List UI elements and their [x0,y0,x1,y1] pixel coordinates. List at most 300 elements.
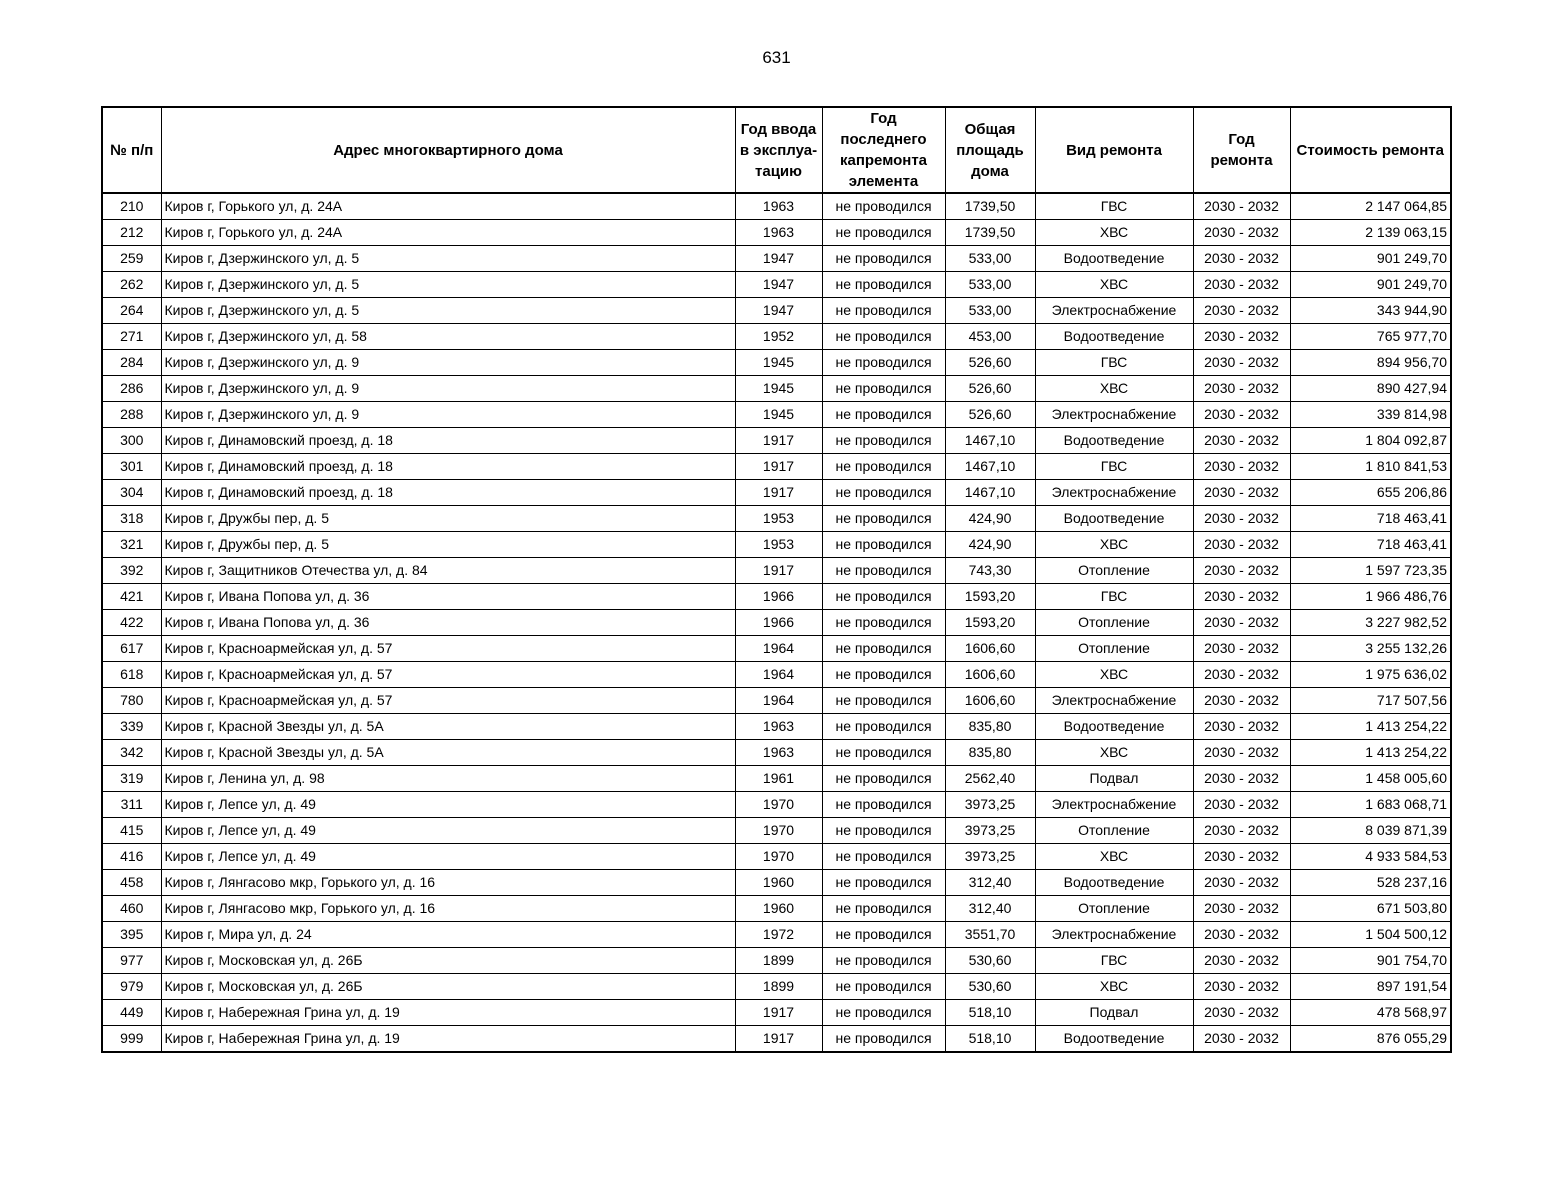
cell-repair-type: Водоотведение [1035,870,1193,896]
cell-last-repair: не проводился [822,220,945,246]
cell-num: 288 [102,402,161,428]
cell-cost: 718 463,41 [1290,532,1451,558]
cell-area: 453,00 [945,324,1035,350]
cell-commission-year: 1970 [735,844,822,870]
cell-repair-period: 2030 - 2032 [1193,402,1290,428]
cell-cost: 901 249,70 [1290,272,1451,298]
cell-cost: 8 039 871,39 [1290,818,1451,844]
cell-commission-year: 1960 [735,896,822,922]
cell-address: Киров г, Красноармейская ул, д. 57 [161,636,735,662]
cell-commission-year: 1970 [735,818,822,844]
cell-num: 300 [102,428,161,454]
table-row [102,688,1451,714]
cell-cost: 1 804 092,87 [1290,428,1451,454]
table-row [102,350,1451,376]
cell-cost: 478 568,97 [1290,1000,1451,1026]
table-row [102,740,1451,766]
cell-num: 304 [102,480,161,506]
cell-area: 526,60 [945,402,1035,428]
cell-last-repair: не проводился [822,454,945,480]
cell-repair-type: ГВС [1035,350,1193,376]
cell-area: 424,90 [945,532,1035,558]
cell-repair-period: 2030 - 2032 [1193,193,1290,220]
cell-cost: 1 597 723,35 [1290,558,1451,584]
cell-repair-type: Отопление [1035,818,1193,844]
cell-num: 262 [102,272,161,298]
cell-commission-year: 1945 [735,402,822,428]
cell-num: 395 [102,922,161,948]
cell-repair-type: Водоотведение [1035,714,1193,740]
cell-last-repair: не проводился [822,844,945,870]
cell-repair-type: ХВС [1035,974,1193,1000]
cell-num: 415 [102,818,161,844]
cell-repair-period: 2030 - 2032 [1193,506,1290,532]
cell-commission-year: 1961 [735,766,822,792]
cell-repair-type: ХВС [1035,220,1193,246]
cell-repair-period: 2030 - 2032 [1193,480,1290,506]
cell-area: 518,10 [945,1026,1035,1053]
cell-repair-type: Электроснабжение [1035,298,1193,324]
cell-last-repair: не проводился [822,896,945,922]
cell-repair-period: 2030 - 2032 [1193,1026,1290,1053]
cell-num: 416 [102,844,161,870]
cell-num: 460 [102,896,161,922]
cell-address: Киров г, Мира ул, д. 24 [161,922,735,948]
cell-address: Киров г, Лянгасово мкр, Горького ул, д. 16 [161,896,735,922]
cell-address: Киров г, Красноармейская ул, д. 57 [161,662,735,688]
cell-cost: 901 249,70 [1290,246,1451,272]
cell-commission-year: 1945 [735,350,822,376]
cell-repair-period: 2030 - 2032 [1193,324,1290,350]
cell-repair-period: 2030 - 2032 [1193,792,1290,818]
cell-repair-period: 2030 - 2032 [1193,376,1290,402]
cell-num: 286 [102,376,161,402]
cell-repair-period: 2030 - 2032 [1193,948,1290,974]
cell-last-repair: не проводился [822,792,945,818]
cell-num: 318 [102,506,161,532]
cell-repair-period: 2030 - 2032 [1193,1000,1290,1026]
cell-repair-type: ХВС [1035,662,1193,688]
cell-num: 458 [102,870,161,896]
cell-repair-type: Подвал [1035,766,1193,792]
cell-area: 1467,10 [945,428,1035,454]
cell-cost: 343 944,90 [1290,298,1451,324]
cell-last-repair: не проводился [822,584,945,610]
cell-repair-period: 2030 - 2032 [1193,272,1290,298]
cell-repair-period: 2030 - 2032 [1193,532,1290,558]
cell-commission-year: 1966 [735,584,822,610]
cell-repair-period: 2030 - 2032 [1193,818,1290,844]
table-row [102,506,1451,532]
cell-area: 1593,20 [945,584,1035,610]
cell-commission-year: 1963 [735,714,822,740]
cell-repair-period: 2030 - 2032 [1193,870,1290,896]
cell-address: Киров г, Защитников Отечества ул, д. 84 [161,558,735,584]
table-row [102,948,1451,974]
cell-address: Киров г, Дружбы пер, д. 5 [161,506,735,532]
cell-commission-year: 1963 [735,193,822,220]
cell-last-repair: не проводился [822,740,945,766]
cell-address: Киров г, Дзержинского ул, д. 5 [161,272,735,298]
table-row [102,1026,1451,1053]
cell-commission-year: 1963 [735,220,822,246]
cell-area: 2562,40 [945,766,1035,792]
cell-address: Киров г, Лепсе ул, д. 49 [161,818,735,844]
cell-area: 3973,25 [945,818,1035,844]
cell-num: 319 [102,766,161,792]
cell-address: Киров г, Ленина ул, д. 98 [161,766,735,792]
cell-area: 743,30 [945,558,1035,584]
cell-repair-type: Водоотведение [1035,428,1193,454]
cell-commission-year: 1964 [735,636,822,662]
cell-cost: 3 227 982,52 [1290,610,1451,636]
cell-area: 1467,10 [945,480,1035,506]
cell-commission-year: 1970 [735,792,822,818]
cell-commission-year: 1917 [735,558,822,584]
table-row [102,662,1451,688]
cell-area: 1606,60 [945,688,1035,714]
cell-repair-type: Электроснабжение [1035,688,1193,714]
cell-repair-period: 2030 - 2032 [1193,740,1290,766]
table-row [102,324,1451,350]
cell-num: 339 [102,714,161,740]
cell-cost: 1 975 636,02 [1290,662,1451,688]
cell-last-repair: не проводился [822,246,945,272]
table-row [102,896,1451,922]
cell-commission-year: 1947 [735,298,822,324]
cell-address: Киров г, Горького ул, д. 24А [161,220,735,246]
cell-last-repair: не проводился [822,1000,945,1026]
table-row [102,376,1451,402]
cell-cost: 897 191,54 [1290,974,1451,1000]
cell-address: Киров г, Дзержинского ул, д. 9 [161,402,735,428]
cell-commission-year: 1917 [735,480,822,506]
cell-repair-type: Водоотведение [1035,1026,1193,1053]
cell-num: 264 [102,298,161,324]
cell-address: Киров г, Лепсе ул, д. 49 [161,792,735,818]
cell-address: Киров г, Московская ул, д. 26Б [161,948,735,974]
table-row [102,766,1451,792]
cell-area: 518,10 [945,1000,1035,1026]
cell-cost: 3 255 132,26 [1290,636,1451,662]
table-row [102,480,1451,506]
cell-cost: 1 810 841,53 [1290,454,1451,480]
cell-commission-year: 1964 [735,662,822,688]
table-row [102,584,1451,610]
cell-last-repair: не проводился [822,350,945,376]
cell-area: 1739,50 [945,220,1035,246]
cell-address: Киров г, Дзержинского ул, д. 58 [161,324,735,350]
cell-last-repair: не проводился [822,714,945,740]
cell-last-repair: не проводился [822,324,945,350]
cell-address: Киров г, Дзержинского ул, д. 9 [161,376,735,402]
cell-last-repair: не проводился [822,298,945,324]
table-row [102,818,1451,844]
table-row [102,870,1451,896]
cell-commission-year: 1953 [735,532,822,558]
table-row [102,792,1451,818]
cell-commission-year: 1899 [735,948,822,974]
table-row [102,428,1451,454]
table-row [102,844,1451,870]
header-num: № п/п [102,107,161,193]
table-row [102,714,1451,740]
table-row [102,193,1451,220]
cell-num: 311 [102,792,161,818]
cell-area: 312,40 [945,870,1035,896]
cell-last-repair: не проводился [822,818,945,844]
header-cost: Стоимость ремонта [1290,107,1451,193]
cell-cost: 2 147 064,85 [1290,193,1451,220]
cell-repair-period: 2030 - 2032 [1193,662,1290,688]
cell-num: 392 [102,558,161,584]
cell-address: Киров г, Ивана Попова ул, д. 36 [161,610,735,636]
cell-repair-type: Водоотведение [1035,324,1193,350]
cell-cost: 339 814,98 [1290,402,1451,428]
cell-num: 979 [102,974,161,1000]
cell-repair-period: 2030 - 2032 [1193,584,1290,610]
table-row [102,402,1451,428]
cell-repair-type: Электроснабжение [1035,402,1193,428]
table-row [102,220,1451,246]
table-row [102,558,1451,584]
cell-num: 422 [102,610,161,636]
cell-last-repair: не проводился [822,558,945,584]
cell-area: 1467,10 [945,454,1035,480]
cell-repair-period: 2030 - 2032 [1193,454,1290,480]
cell-address: Киров г, Дзержинского ул, д. 9 [161,350,735,376]
cell-repair-period: 2030 - 2032 [1193,350,1290,376]
cell-cost: 1 458 005,60 [1290,766,1451,792]
cell-area: 1606,60 [945,662,1035,688]
table-row [102,272,1451,298]
cell-cost: 765 977,70 [1290,324,1451,350]
cell-num: 618 [102,662,161,688]
cell-cost: 1 413 254,22 [1290,714,1451,740]
table-row [102,922,1451,948]
cell-repair-type: ХВС [1035,272,1193,298]
cell-commission-year: 1952 [735,324,822,350]
cell-repair-type: Водоотведение [1035,246,1193,272]
cell-repair-period: 2030 - 2032 [1193,896,1290,922]
cell-num: 617 [102,636,161,662]
table-row [102,532,1451,558]
page-number: 631 [762,48,791,67]
cell-last-repair: не проводился [822,428,945,454]
cell-last-repair: не проводился [822,1026,945,1053]
cell-num: 259 [102,246,161,272]
cell-commission-year: 1917 [735,454,822,480]
cell-commission-year: 1963 [735,740,822,766]
cell-cost: 1 683 068,71 [1290,792,1451,818]
cell-cost: 717 507,56 [1290,688,1451,714]
cell-num: 342 [102,740,161,766]
cell-repair-type: ХВС [1035,532,1193,558]
table-row [102,246,1451,272]
cell-num: 999 [102,1026,161,1053]
cell-commission-year: 1899 [735,974,822,1000]
cell-address: Киров г, Лепсе ул, д. 49 [161,844,735,870]
cell-repair-type: Подвал [1035,1000,1193,1026]
cell-area: 3973,25 [945,844,1035,870]
cell-num: 301 [102,454,161,480]
cell-cost: 894 956,70 [1290,350,1451,376]
cell-num: 449 [102,1000,161,1026]
cell-commission-year: 1960 [735,870,822,896]
cell-last-repair: не проводился [822,610,945,636]
cell-commission-year: 1917 [735,1026,822,1053]
cell-repair-period: 2030 - 2032 [1193,298,1290,324]
cell-repair-type: ГВС [1035,454,1193,480]
cell-repair-period: 2030 - 2032 [1193,844,1290,870]
cell-num: 284 [102,350,161,376]
cell-address: Киров г, Динамовский проезд, д. 18 [161,480,735,506]
cell-last-repair: не проводился [822,922,945,948]
cell-commission-year: 1945 [735,376,822,402]
cell-cost: 1 966 486,76 [1290,584,1451,610]
cell-repair-type: Отопление [1035,636,1193,662]
cell-area: 533,00 [945,246,1035,272]
header-address: Адрес многоквартирного дома [161,107,735,193]
cell-repair-period: 2030 - 2032 [1193,922,1290,948]
cell-area: 1593,20 [945,610,1035,636]
cell-last-repair: не проводился [822,532,945,558]
cell-repair-type: ГВС [1035,584,1193,610]
cell-commission-year: 1917 [735,428,822,454]
cell-repair-period: 2030 - 2032 [1193,610,1290,636]
cell-repair-period: 2030 - 2032 [1193,246,1290,272]
cell-repair-period: 2030 - 2032 [1193,688,1290,714]
header-area: Общая площадь дома [945,107,1035,193]
table-row [102,298,1451,324]
cell-repair-period: 2030 - 2032 [1193,766,1290,792]
cell-address: Киров г, Динамовский проезд, д. 18 [161,428,735,454]
cell-repair-period: 2030 - 2032 [1193,974,1290,1000]
cell-last-repair: не проводился [822,662,945,688]
cell-cost: 718 463,41 [1290,506,1451,532]
cell-repair-type: ГВС [1035,948,1193,974]
cell-repair-type: ХВС [1035,740,1193,766]
cell-repair-period: 2030 - 2032 [1193,636,1290,662]
cell-last-repair: не проводился [822,766,945,792]
header-last-repair: Год последнего капремонта элемента [822,107,945,193]
header-row [102,107,1451,193]
table-row [102,610,1451,636]
table-body [102,193,1451,1052]
cell-area: 526,60 [945,350,1035,376]
cell-num: 321 [102,532,161,558]
cell-repair-period: 2030 - 2032 [1193,220,1290,246]
cell-address: Киров г, Московская ул, д. 26Б [161,974,735,1000]
cell-area: 1739,50 [945,193,1035,220]
cell-repair-type: Отопление [1035,610,1193,636]
cell-last-repair: не проводился [822,272,945,298]
cell-area: 1606,60 [945,636,1035,662]
cell-cost: 4 933 584,53 [1290,844,1451,870]
cell-repair-type: Электроснабжение [1035,480,1193,506]
cell-repair-type: Отопление [1035,896,1193,922]
header-repair-type: Вид ремонта [1035,107,1193,193]
cell-last-repair: не проводился [822,480,945,506]
cell-area: 424,90 [945,506,1035,532]
cell-last-repair: не проводился [822,193,945,220]
cell-last-repair: не проводился [822,376,945,402]
cell-commission-year: 1947 [735,272,822,298]
cell-area: 3973,25 [945,792,1035,818]
cell-cost: 1 413 254,22 [1290,740,1451,766]
cell-num: 210 [102,193,161,220]
cell-repair-type: Водоотведение [1035,506,1193,532]
cell-cost: 671 503,80 [1290,896,1451,922]
cell-cost: 2 139 063,15 [1290,220,1451,246]
cell-area: 3551,70 [945,922,1035,948]
cell-area: 533,00 [945,298,1035,324]
cell-cost: 901 754,70 [1290,948,1451,974]
cell-area: 533,00 [945,272,1035,298]
cell-commission-year: 1964 [735,688,822,714]
cell-address: Киров г, Дзержинского ул, д. 5 [161,298,735,324]
cell-address: Киров г, Горького ул, д. 24А [161,193,735,220]
cell-cost: 655 206,86 [1290,480,1451,506]
cell-last-repair: не проводился [822,688,945,714]
cell-address: Киров г, Дружбы пер, д. 5 [161,532,735,558]
table-row [102,1000,1451,1026]
table-row [102,454,1451,480]
cell-num: 977 [102,948,161,974]
cell-repair-period: 2030 - 2032 [1193,428,1290,454]
cell-num: 212 [102,220,161,246]
cell-commission-year: 1972 [735,922,822,948]
cell-last-repair: не проводился [822,402,945,428]
cell-last-repair: не проводился [822,974,945,1000]
table-header [102,107,1451,193]
header-repair-period: Год ремонта [1193,107,1290,193]
cell-last-repair: не проводился [822,870,945,896]
cell-last-repair: не проводился [822,948,945,974]
cell-repair-type: ГВС [1035,193,1193,220]
cell-repair-type: ХВС [1035,376,1193,402]
cell-address: Киров г, Динамовский проезд, д. 18 [161,454,735,480]
cell-repair-type: Электроснабжение [1035,792,1193,818]
cell-cost: 1 504 500,12 [1290,922,1451,948]
cell-commission-year: 1953 [735,506,822,532]
cell-commission-year: 1947 [735,246,822,272]
table-row [102,636,1451,662]
cell-area: 835,80 [945,714,1035,740]
cell-address: Киров г, Дзержинского ул, д. 5 [161,246,735,272]
cell-address: Киров г, Набережная Грина ул, д. 19 [161,1026,735,1053]
cell-commission-year: 1917 [735,1000,822,1026]
cell-last-repair: не проводился [822,636,945,662]
table-row [102,974,1451,1000]
cell-area: 526,60 [945,376,1035,402]
cell-repair-type: Отопление [1035,558,1193,584]
header-commission-year: Год ввода в эксплуа-тацию [735,107,822,193]
cell-num: 421 [102,584,161,610]
cell-repair-type: Электроснабжение [1035,922,1193,948]
cell-cost: 890 427,94 [1290,376,1451,402]
cell-last-repair: не проводился [822,506,945,532]
cell-address: Киров г, Ивана Попова ул, д. 36 [161,584,735,610]
cell-address: Киров г, Набережная Грина ул, д. 19 [161,1000,735,1026]
cell-area: 835,80 [945,740,1035,766]
cell-repair-type: ХВС [1035,844,1193,870]
cell-repair-period: 2030 - 2032 [1193,558,1290,584]
cell-num: 271 [102,324,161,350]
cell-commission-year: 1966 [735,610,822,636]
cell-address: Киров г, Красноармейская ул, д. 57 [161,688,735,714]
repair-table [101,106,1452,1053]
